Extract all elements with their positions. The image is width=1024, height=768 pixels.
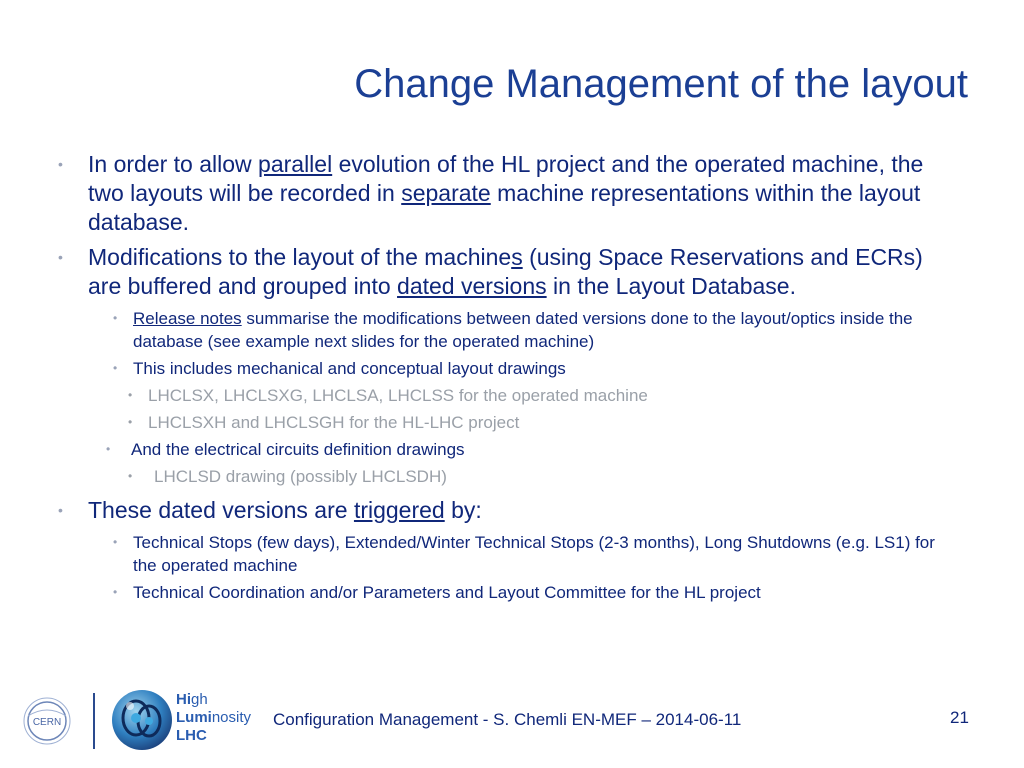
slide-content [56, 150, 956, 608]
slide-title: Change Management of the layout [354, 62, 968, 106]
svg-text:CERN: CERN [32, 717, 62, 728]
bullet-dot: • [128, 415, 133, 429]
underlined-text: parallel [258, 151, 333, 177]
text: nosity [211, 709, 252, 726]
text: Technical Stops (few days), Extended/Winter Technical Stops (2-3 months), Long Shutdowns (e.g. LS1) for the operated machine [133, 533, 935, 575]
bullet-triggered [56, 496, 938, 525]
bullet-dot: • [106, 442, 111, 456]
high-luminosity-logo-icon [110, 688, 175, 753]
bullet-release-notes [56, 307, 943, 353]
underlined-text: triggered [353, 497, 445, 523]
text: gh [191, 691, 208, 708]
text: Lumi [176, 709, 212, 726]
footer-text: Configuration Management - S. Chemli EN-MEF – 2014-06-11 [273, 710, 742, 729]
bullet-technical-stops [56, 531, 943, 577]
text: LHCLSD drawing (possibly LHCLSDH) [154, 467, 447, 486]
text: These dated versions are [88, 497, 354, 523]
text: LHCLSX, LHCLSXG, LHCLSA, LHCLSS for the operated machine [148, 386, 648, 405]
bullet-lhclsd-drawing [56, 465, 956, 488]
text: LHC [176, 727, 207, 744]
bullet-dot: • [113, 585, 118, 599]
bullet-electrical-drawings [56, 438, 956, 461]
high-luminosity-wordmark [176, 691, 251, 745]
bullet-layout-drawings [56, 357, 943, 380]
bullet-parallel-evolution [56, 150, 938, 237]
bullet-dot: • [113, 311, 118, 325]
text: This includes mechanical and conceptual layout drawings [133, 359, 566, 378]
bullet-dot: • [58, 249, 63, 265]
text: by: [444, 497, 482, 523]
cern-logo-icon [22, 696, 72, 746]
text: summarise the modifications between dated versions done to the layout/optics inside the database (see example next slides for the operated machine) [133, 309, 913, 351]
release-notes-link[interactable]: Release notes [133, 309, 242, 328]
text: machine representations within the layout database. [88, 180, 921, 235]
text: evolution of the HL project and the operated machine, the two layouts will be recorded in [88, 151, 924, 206]
bullet-dot: • [58, 156, 63, 172]
bullet-operated-drawings [56, 384, 928, 407]
bullet-dot: • [113, 361, 118, 375]
bullet-dot: • [128, 388, 133, 402]
bullet-dot: • [113, 535, 118, 549]
bullet-technical-coordination [56, 581, 943, 604]
bullet-dot: • [58, 502, 63, 518]
text: Modifications to the layout of the machine [88, 244, 512, 270]
text: And the electrical circuits definition drawings [131, 440, 465, 459]
text: LHCLSXH and LHCLSGH for the HL-LHC project [148, 413, 520, 432]
underlined-text: separate [401, 180, 491, 206]
footer-divider [93, 693, 95, 749]
bullet-modifications [56, 243, 938, 301]
underlined-text: s [511, 244, 523, 270]
text: In order to allow [88, 151, 259, 177]
text: Technical Coordination and/or Parameters and Layout Committee for the HL project [133, 583, 761, 602]
bullet-hl-drawings [56, 411, 928, 434]
underlined-text: dated versions [397, 273, 547, 299]
text: (using Space Reservations and ECRs) are buffered and grouped into [88, 244, 923, 299]
text: Hi [176, 691, 191, 708]
bullet-dot: • [128, 469, 133, 483]
text: in the Layout Database. [546, 273, 796, 299]
page-number: 21 [950, 708, 969, 727]
